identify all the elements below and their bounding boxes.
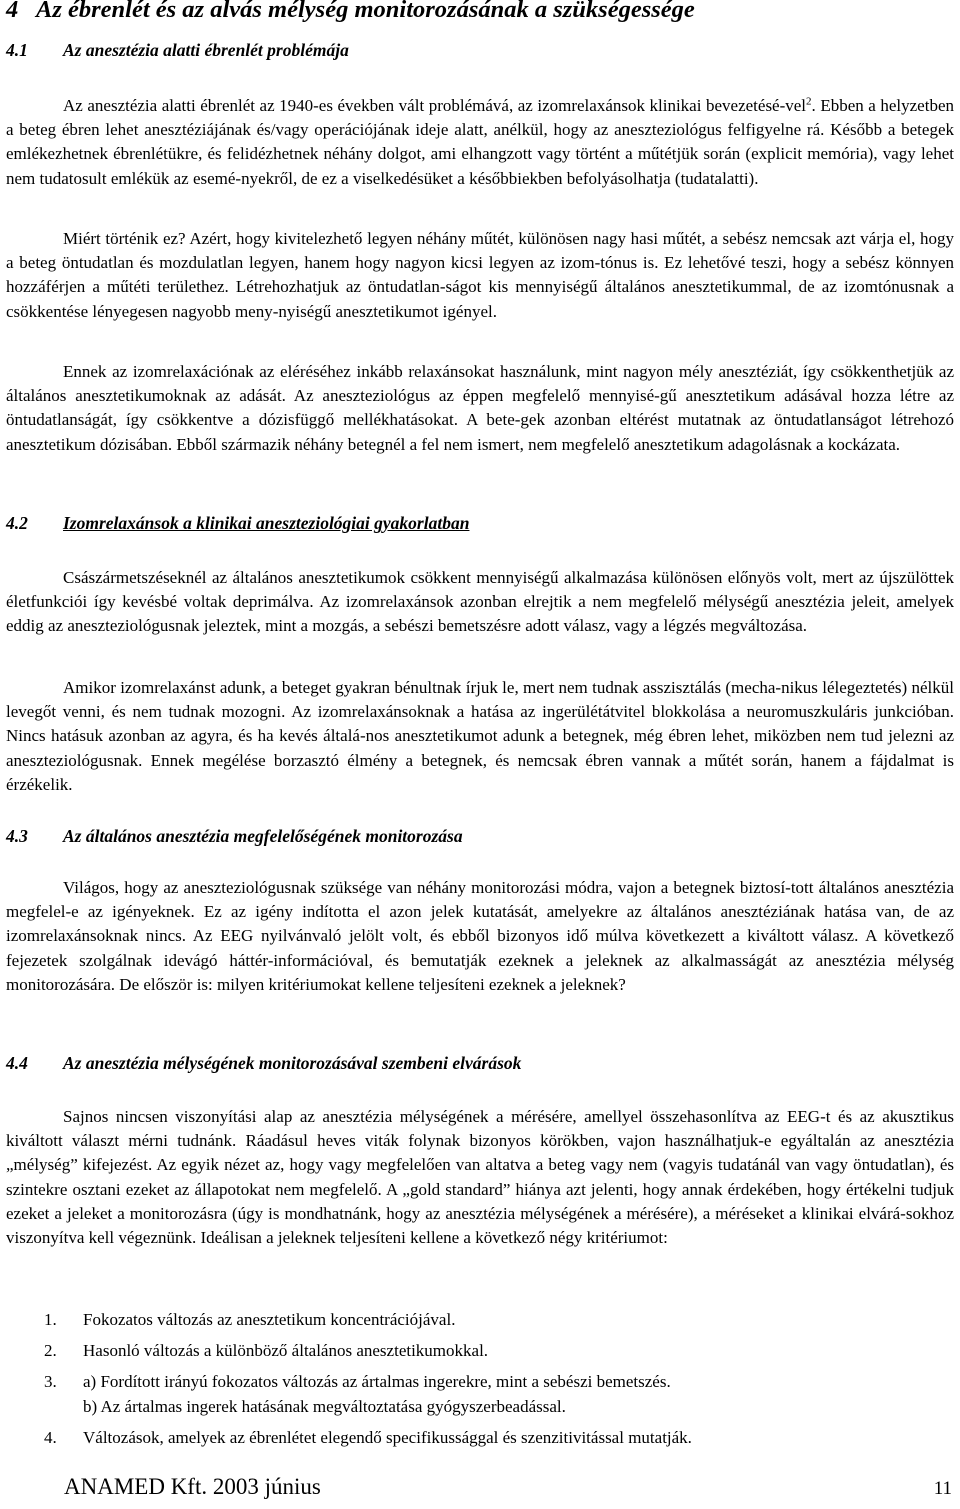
section-4-3-heading [6, 826, 463, 847]
paragraph: Miért történik ez? Azért, hogy kivitelezhető legyen néhány műtét, különösen nagy hasi műtét, a sebész nemcsak azt várja el, hogy a beteg öntudatlan és mozdulatlan legyen, hanem hogy nagyon kicsi legyen az izom-tónus is. Ez lehetővé teszi, hogy a sebész könnyen hozzáférjen a műtéti területhez. Létrehozhatjuk az öntudatlan-ságot kis mennyiségű általános anesztetikummal, de az izomtónusnak a csökkentése lényegesen nagyobb meny-nyiségű anesztetikumot igényel. [6, 229, 954, 321]
list-item-number: 1. [44, 1310, 57, 1329]
paragraph: Sajnos nincsen viszonyítási alap az anesztézia mélységének a mérésére, amellyel összehasonlítva az EEG-t és az akusztikus kiváltott választ mérni tudnánk. Ráadásul heves viták folynak bizonyos körökben, vajon használhatjuk-e egyáltalán az anesztézia „mélység” kifejezést. Az egyik nézet az, hogy vagy megfelelően van altatva a beteg vagy nem (vagyis tudatánál van vagy öntudatlan), és szintekre osztani ezeket az állapotokat nem megfelelő. A „gold standard” hiánya azt jelenti, hogy annak érdekében, hogy értékelni tudjuk ezeket a jeleket a monitorozásra (úgy is mondhatnánk, hogy az anesztézia mélységének a mérésére), a méréseket a klinikai elvárá-sokhoz viszonyítva kell végeznünk. Ideálisan a jeleknek teljesíteni kellene a következő négy kritériumot: [6, 1107, 954, 1248]
section-title: Az anesztézia alatti ébrenlét problémája [63, 40, 349, 60]
list-item-text: a) Fordított irányú fokozatos változás az ártalmas ingerekre, mint a sebészi bemetszés. [83, 1372, 671, 1392]
list-item-number: 4. [44, 1427, 57, 1447]
paragraph: Amikor izomrelaxánst adunk, a beteget gyakran bénultnak írjuk le, mert nem tudnak asszisztálás (mecha-nikus lélegeztetés) nélkül levegőt venni, és nem tudnak mozogni. Az izomrelaxánsoknak a hatása az ingerülétátvitel blokkolása a neuromuszkuláris junkcióban. Nincs hatásuk azonban az agyra, és ha kevés általá-nos anesztetikumot adunk a betegnek, még ébren lehet, miközben nem tud jelezni az aneszteziológusnak. Ennek megélése borzasztó élmény a betegnek, és nemcsak ébren vannak a műtét során, hanem a fájdalmat is érzékelik. [6, 678, 954, 794]
list-item-text: Fokozatos változás az anesztetikum koncentrációjával. [83, 1310, 456, 1329]
section-number: 4.3 [6, 826, 28, 846]
chapter-heading [6, 0, 695, 24]
chapter-title: Az ébrenlét és az alvás mélység monitorozásának a szükségessége [36, 0, 695, 23]
section-number: 4.4 [6, 1053, 28, 1073]
section-title: Izomrelaxánsok a klinikai aneszteziológiai gyakorlatban [63, 513, 470, 533]
section-4-2-heading [6, 513, 469, 534]
page-number: 11 [933, 1478, 952, 1499]
section-number: 4.1 [6, 40, 28, 60]
section-title: Az általános anesztézia megfelelőségének monitorozása [63, 826, 463, 846]
list-item-number: 3. [44, 1372, 57, 1392]
paragraph: Ennek az izomrelaxációnak az eléréséhez inkább relaxánsokat használunk, mint nagyon mély anesztéziát, így csökkenthetjük az általános anesztetikumoknak az adását. Az aneszteziológus az éppen megfelelő mennyisé-gű anesztetikum adásával hozza létre az öntudatlanságát, így csökkentve a dózisfüggő mellékhatásokat. A bete-gek azonban eltérést mutatnak az öntudatlanságot létrehozó anesztetikum dózisában. Ebből származik néhány betegnél a fel nem ismert, nem megfelelő anesztetikum adagolásnak a kockázata. [6, 362, 954, 454]
criteria-list [44, 1308, 944, 1457]
list-item-text: Változások, amelyek az ébrenlétet elegendő specifikussággal és szenzitivitással mutatják. [83, 1427, 692, 1447]
paragraph: Császármetszéseknél az általános anesztetikumok csökkent mennyiségű alkalmazása különösen előnyös volt, mert az újszülöttek életfunkciói így kevésbé voltak deprimálva. Az izomrelaxánsok azonban elrejtik a nem megfelelő mélységű anesztézia jeleit, amelyek eddig az aneszteziológusnak jeleztek, mint a mozgás, a sebészi bemetszésre adott válasz, vagy a légzés megváltozása. [6, 568, 954, 636]
list-item-number: 2. [44, 1341, 57, 1361]
paragraph: Világos, hogy az aneszteziológusnak szüksége van néhány monitorozási módra, vajon a betegnek biztosí-tott általános anesztézia megfelel-e az igényeknek. Ez az igény indította el azon jelek kutatását, amelyekre az általános anesztéziának hatása van, de az izomrelaxánsoknak nincs. Az EEG nyilvánvaló jelölt volt, és ebből bizonyos idő múlva következett a kiváltott válasz. A következő fejezetek szolgálnak idevágó háttér-információval, és bemutatják ezeknek a jeleknek az alkalmasságát az anesztézia mélység monitorozására. De először is: milyen kritériumokat kellene teljesíteni ezeknek a jeleknek? [6, 878, 954, 994]
chapter-number: 4 [6, 0, 19, 23]
paragraph [6, 94, 954, 191]
section-4-4-heading [6, 1053, 521, 1074]
list-item [44, 1339, 944, 1363]
paragraph-text: Az anesztézia alatti ébrenlét az 1940-es években vált problémává, az izomrelaxánsok klinikai bevezetésé-vel [63, 96, 807, 115]
list-item-text: b) Az ártalmas ingerek hatásának megváltoztatása gyógyszerbeadással. [83, 1396, 566, 1416]
list-item-text: Hasonló változás a különböző általános anesztetikumokkal. [83, 1341, 489, 1361]
section-title: Az anesztézia mélységének monitorozásával szembeni elvárások [63, 1053, 522, 1073]
section-number: 4.2 [6, 513, 28, 533]
section-4-1-heading [6, 40, 349, 61]
paragraph-text: . Ebben a helyzetben a beteg ébren lehet anesztéziájának és/vagy operációjának ideje alatt, anélkül, hogy az aneszteziológus felfigyelne rá. Később a betegek emlékezhetnek ébrenlétükre, és felidézhetnek néhány dolgot, ami elhangzott vagy történt a műtétjük során (explicit memória), vagy lehet nem tudatosult emlékük az esemé-nyekről, de ez a viselkedésüket a későbbiekben befolyásolhatja (tudatalatti). [6, 96, 954, 188]
list-item [44, 1370, 944, 1418]
footnote-reference: 2 [806, 95, 812, 108]
list-item [44, 1426, 944, 1450]
footer-text: ANAMED Kft. 2003 június [64, 1474, 321, 1499]
list-item [44, 1308, 944, 1332]
